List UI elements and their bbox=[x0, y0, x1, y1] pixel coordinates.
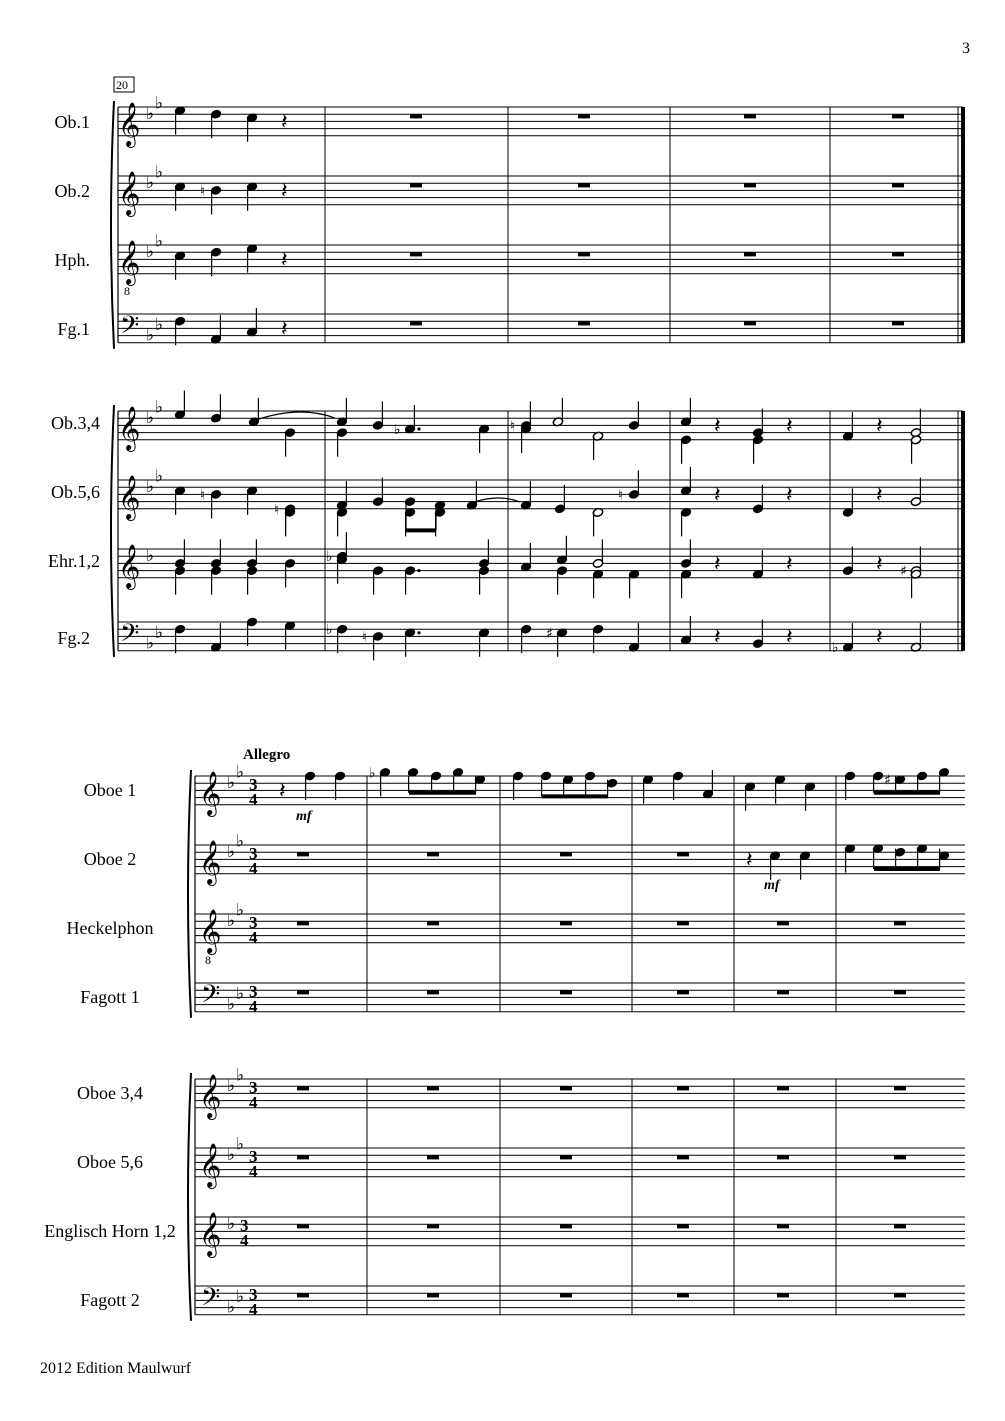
key-flat: ♭ bbox=[155, 466, 164, 487]
treble-clef-icon: 𝄞 bbox=[199, 771, 222, 815]
whole-rest bbox=[427, 852, 439, 856]
whole-rest bbox=[894, 1293, 906, 1297]
whole-rest bbox=[427, 990, 439, 994]
accidental: ♮ bbox=[618, 487, 624, 504]
whole-rest bbox=[410, 183, 422, 187]
page-number: 3 bbox=[962, 40, 970, 57]
key-flat: ♭ bbox=[227, 773, 236, 794]
bass-clef-icon: 𝄢 bbox=[120, 619, 140, 654]
group-bracket bbox=[188, 770, 191, 1018]
whole-rest bbox=[894, 1086, 906, 1090]
key-flat: ♭ bbox=[146, 633, 155, 654]
whole-rest bbox=[677, 921, 689, 925]
quarter-rest: 𝄽 bbox=[786, 552, 793, 577]
key-flat: ♭ bbox=[227, 994, 236, 1015]
quarter-rest: 𝄽 bbox=[876, 625, 883, 650]
treble-clef-icon: 𝄞 bbox=[118, 102, 141, 146]
whole-rest bbox=[560, 1293, 572, 1297]
dynamic-mf: mf bbox=[296, 809, 312, 824]
whole-rest bbox=[894, 921, 906, 925]
whole-rest bbox=[578, 114, 590, 118]
s2-label-oboe56: Oboe 5,6 bbox=[77, 1152, 143, 1172]
clefs bbox=[118, 102, 221, 1318]
key-flat: ♭ bbox=[236, 983, 245, 1004]
treble-clef-icon: 𝄞 bbox=[199, 1212, 222, 1256]
whole-rest bbox=[410, 114, 422, 118]
footer: 2012 Edition Maulwurf bbox=[40, 1360, 192, 1377]
key-flat: ♭ bbox=[155, 622, 164, 643]
quarter-rest: 𝄽 bbox=[876, 483, 883, 508]
treble-clef-icon: 𝄞 bbox=[199, 909, 222, 953]
note-dot bbox=[417, 427, 420, 430]
octave-marker: 8 bbox=[205, 953, 211, 967]
treble-clef-icon: 𝄞 bbox=[118, 240, 141, 284]
whole-rest bbox=[894, 1155, 906, 1159]
whole-rest bbox=[297, 852, 309, 856]
whole-rest bbox=[297, 990, 309, 994]
s1-label-ob34: Ob.3,4 bbox=[51, 413, 100, 433]
whole-rest bbox=[560, 852, 572, 856]
s1-label-ob1: Ob.1 bbox=[54, 112, 90, 132]
key-flat: ♭ bbox=[155, 162, 164, 183]
time-sig-top: 3 bbox=[249, 1147, 258, 1166]
whole-rest bbox=[410, 321, 422, 325]
treble-clef-icon: 𝄞 bbox=[199, 1143, 222, 1187]
time-sig-top: 3 bbox=[249, 982, 258, 1001]
key-flat: ♭ bbox=[155, 397, 164, 418]
treble-clef-icon: 𝄞 bbox=[118, 475, 141, 519]
accidental: ♮ bbox=[200, 183, 206, 200]
bass-clef-icon: 𝄢 bbox=[201, 1283, 221, 1318]
key-flat: ♭ bbox=[236, 831, 245, 852]
accidental: ♮ bbox=[274, 501, 280, 518]
whole-rest bbox=[744, 114, 756, 118]
key-flat: ♭ bbox=[155, 314, 164, 335]
key-flat: ♭ bbox=[155, 231, 164, 252]
whole-rest bbox=[297, 921, 309, 925]
accidental: ♭ bbox=[832, 640, 839, 657]
barlines bbox=[118, 107, 963, 1315]
whole-rest bbox=[578, 252, 590, 256]
quarter-rest: 𝄽 bbox=[714, 625, 721, 650]
whole-rest bbox=[677, 1086, 689, 1090]
key-flat: ♭ bbox=[236, 1065, 245, 1086]
quarter-rest: 𝄽 bbox=[281, 248, 288, 273]
whole-rest bbox=[427, 1086, 439, 1090]
quarter-rest: 𝄽 bbox=[786, 625, 793, 650]
quarter-rest: 𝄽 bbox=[281, 179, 288, 204]
treble-clef-icon: 𝄞 bbox=[199, 840, 222, 884]
whole-rest bbox=[297, 1086, 309, 1090]
notes bbox=[174, 106, 949, 880]
accidental: ♯ bbox=[546, 625, 553, 642]
treble-clef-icon: 𝄞 bbox=[118, 544, 141, 588]
key-flat: ♭ bbox=[236, 1286, 245, 1307]
s1-label-hph: Hph. bbox=[54, 250, 90, 270]
key-flat: ♭ bbox=[146, 325, 155, 346]
accidentals bbox=[146, 93, 907, 1317]
s2-label-fagott2: Fagott 2 bbox=[80, 1290, 140, 1310]
accidental: ♭ bbox=[326, 549, 333, 566]
s1-label-fg2: Fg.2 bbox=[57, 628, 90, 648]
key-flat: ♭ bbox=[155, 93, 164, 114]
note-head bbox=[540, 771, 551, 781]
quarter-rest: 𝄽 bbox=[281, 317, 288, 342]
time-sig-bottom: 4 bbox=[249, 928, 258, 947]
whole-rest bbox=[777, 1086, 789, 1090]
whole-rest bbox=[560, 1155, 572, 1159]
quarter-rest: 𝄽 bbox=[786, 483, 793, 508]
time-sig-top: 3 bbox=[249, 1078, 258, 1097]
quarter-rest: 𝄽 bbox=[714, 552, 721, 577]
time-sig-top: 3 bbox=[249, 775, 258, 794]
key-flat: ♭ bbox=[227, 1297, 236, 1318]
whole-rest bbox=[560, 1086, 572, 1090]
time-sig-bottom: 4 bbox=[249, 1162, 258, 1181]
whole-rest bbox=[578, 321, 590, 325]
accidental: ♭ bbox=[369, 765, 376, 782]
whole-rest bbox=[892, 114, 904, 118]
key-flat: ♭ bbox=[146, 546, 155, 567]
s1-label-ob2: Ob.2 bbox=[54, 181, 90, 201]
note-dot bbox=[417, 631, 420, 634]
whole-rest bbox=[560, 990, 572, 994]
accidental: ♭ bbox=[394, 422, 401, 438]
key-flat: ♭ bbox=[227, 1076, 236, 1097]
key-flat: ♭ bbox=[227, 1145, 236, 1166]
whole-rest bbox=[297, 1293, 309, 1297]
whole-rest bbox=[744, 321, 756, 325]
key-flat: ♭ bbox=[236, 762, 245, 783]
whole-rest bbox=[677, 1224, 689, 1228]
whole-rest bbox=[427, 1224, 439, 1228]
quarter-rest: 𝄽 bbox=[281, 110, 288, 135]
treble-clef-icon: 𝄞 bbox=[118, 406, 141, 450]
time-sig-top: 3 bbox=[249, 913, 258, 932]
measure-number: 20 bbox=[116, 78, 128, 92]
key-flat: ♭ bbox=[227, 842, 236, 863]
quarter-rest: 𝄽 bbox=[714, 483, 721, 508]
whole-rest bbox=[427, 921, 439, 925]
whole-rest bbox=[892, 321, 904, 325]
key-flat: ♭ bbox=[236, 900, 245, 921]
whole-rest bbox=[894, 1224, 906, 1228]
s1-label-ob56: Ob.5,6 bbox=[51, 482, 100, 502]
whole-rest bbox=[744, 252, 756, 256]
whole-rest bbox=[560, 921, 572, 925]
key-flat: ♭ bbox=[227, 911, 236, 932]
time-sig-bottom: 4 bbox=[249, 1300, 258, 1319]
treble-clef-icon: 𝄞 bbox=[199, 1074, 222, 1118]
key-flat: ♭ bbox=[146, 104, 155, 125]
whole-rest bbox=[677, 990, 689, 994]
s2-label-fagott1: Fagott 1 bbox=[80, 987, 140, 1007]
group-bracket bbox=[188, 1073, 191, 1321]
dynamic-mf: mf bbox=[764, 878, 780, 893]
octave-marker: 8 bbox=[124, 284, 130, 298]
time-sig-bottom: 4 bbox=[249, 859, 258, 878]
tie bbox=[256, 412, 335, 420]
key-flat: ♭ bbox=[236, 1134, 245, 1155]
whole-rest bbox=[560, 1224, 572, 1228]
treble-clef-icon: 𝄞 bbox=[118, 171, 141, 215]
bass-clef-icon: 𝄢 bbox=[120, 311, 140, 346]
group-bracket bbox=[111, 101, 114, 349]
key-flat: ♭ bbox=[227, 1214, 236, 1235]
s2-label-oboe1: Oboe 1 bbox=[83, 780, 137, 800]
whole-rest bbox=[297, 1155, 309, 1159]
s1-label-ehr12: Ehr.1,2 bbox=[48, 551, 100, 571]
time-sig-bottom: 4 bbox=[240, 1231, 249, 1250]
whole-rest bbox=[677, 1293, 689, 1297]
s2-label-heckelphon: Heckelphon bbox=[66, 918, 154, 938]
quarter-rest: 𝄽 bbox=[714, 414, 721, 439]
time-sig-bottom: 4 bbox=[249, 997, 258, 1016]
s2-label-oboe34: Oboe 3,4 bbox=[77, 1083, 143, 1103]
whole-rest bbox=[744, 183, 756, 187]
whole-rest bbox=[777, 921, 789, 925]
time-sig-top: 3 bbox=[240, 1216, 249, 1235]
whole-rest bbox=[677, 852, 689, 856]
rests bbox=[279, 110, 906, 1297]
key-flat: ♭ bbox=[146, 173, 155, 194]
key-flat: ♭ bbox=[146, 477, 155, 498]
note-dot bbox=[417, 569, 420, 572]
whole-rest bbox=[777, 990, 789, 994]
quarter-rest: 𝄽 bbox=[876, 414, 883, 439]
time-sig-bottom: 4 bbox=[249, 790, 258, 809]
key-flat: ♭ bbox=[146, 408, 155, 429]
note-head bbox=[584, 771, 595, 781]
whole-rest bbox=[427, 1155, 439, 1159]
s2-label-oboe2: Oboe 2 bbox=[83, 849, 137, 869]
whole-rest bbox=[427, 1293, 439, 1297]
staff-lines bbox=[118, 107, 965, 1315]
time-sig-top: 3 bbox=[249, 1285, 258, 1304]
group-bracket bbox=[111, 405, 114, 657]
accidental: ♮ bbox=[200, 487, 206, 504]
whole-rest bbox=[777, 1293, 789, 1297]
quarter-rest: 𝄽 bbox=[786, 414, 793, 439]
s1-label-fg1: Fg.1 bbox=[57, 319, 90, 339]
whole-rest bbox=[777, 1224, 789, 1228]
whole-rest bbox=[892, 183, 904, 187]
accidental: ♮ bbox=[510, 418, 516, 435]
quarter-rest: 𝄽 bbox=[746, 848, 753, 873]
whole-rest bbox=[892, 252, 904, 256]
accidental: ♯ bbox=[884, 772, 891, 789]
time-sig-top: 3 bbox=[249, 844, 258, 863]
time-sig-bottom: 4 bbox=[249, 1093, 258, 1112]
quarter-rest: 𝄽 bbox=[876, 552, 883, 577]
whole-rest bbox=[297, 1224, 309, 1228]
whole-rest bbox=[410, 252, 422, 256]
whole-rest bbox=[894, 990, 906, 994]
tempo-marking: Allegro bbox=[243, 747, 291, 763]
bass-clef-icon: 𝄢 bbox=[201, 980, 221, 1015]
accidental: ♭ bbox=[326, 622, 333, 639]
accidental: ♮ bbox=[362, 629, 368, 646]
whole-rest bbox=[677, 1155, 689, 1159]
whole-rest bbox=[578, 183, 590, 187]
accidental: ♯ bbox=[900, 563, 907, 580]
s2-label-eh12: Englisch Horn 1,2 bbox=[44, 1221, 176, 1241]
key-flat: ♭ bbox=[146, 242, 155, 263]
whole-rest bbox=[777, 1155, 789, 1159]
quarter-rest: 𝄽 bbox=[279, 779, 286, 804]
